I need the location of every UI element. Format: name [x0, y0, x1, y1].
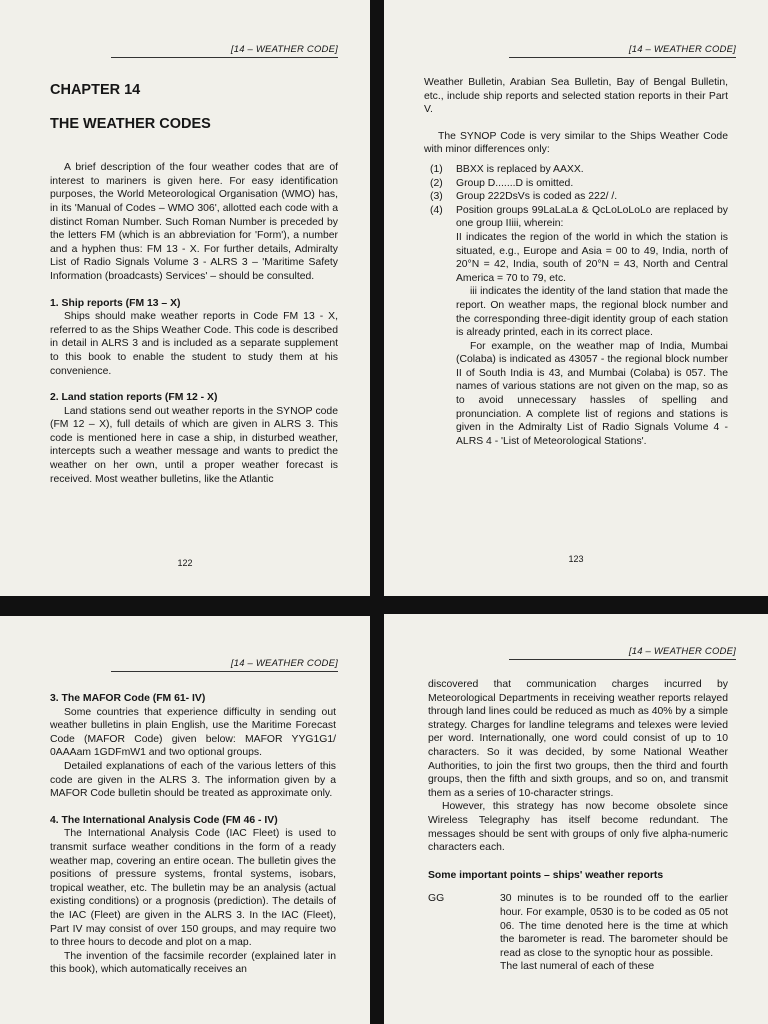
page-122-body	[50, 84, 338, 486]
page-124	[0, 616, 370, 1024]
continued-paragraph: Weather Bulletin, Arabian Sea Bulletin, Bay of Bengal Bulletin, etc., include ship reports and selected station reports in their Part V.	[424, 77, 728, 116]
subheading-important-points: Some important points – ships' weather reports	[428, 869, 664, 881]
running-header: [14 – WEATHER CODE]	[628, 646, 736, 657]
intro-paragraph: A brief description of the four weather codes that are of interest to mariners is given here. For easy identification purposes, the World Meteorological Organisation (WMO) has, in its 'Manual of Codes – WMO 306', allotted each code with a distinct Roman Number. Such Roman Number is preceded by the letters FM (which is an abbreviation for 'Form'), a number and a hyphen thus: FM 13 - X. For further details, Admiralty List of Radio Signals Volume 3 - ALRS 3 – 'Maritime Safety Information (broadcasts) Services' – should be consulted.	[50, 162, 338, 282]
page-125	[384, 614, 768, 1024]
facsimile-paragraph: The invention of the facsimile recorder (explained later in this book), which automatically receives an	[50, 950, 336, 976]
list-item: (4) Position groups 99LaLaLa & QcLoLoLoLo are replaced by one group IIiii, wherein:	[430, 204, 728, 230]
section-heading-ship-reports: 1. Ship reports (FM 13 – X)	[50, 297, 181, 309]
definition-text: 30 minutes is to be rounded off to the earlier hour. For example, 0530 is to be coded as 05 not 06. The time denoted here is the time at which the barometer is read. The barometer should be read as close to the synoptic hour as possible.	[500, 893, 728, 959]
definition-row-gg	[428, 892, 728, 960]
page-124-body	[50, 692, 336, 977]
running-header: [14 – WEATHER CODE]	[628, 44, 736, 55]
mafor-paragraph-2: Detailed explanations of each of the various letters of this code are given in the ALRS 3. The information given by a MAFOR Code bulletin should be treated as approximate only.	[50, 760, 336, 800]
mafor-paragraph: Some countries that experience difficulty in sending out weather bulletins in plain English, use the Maritime Forecast Code (MAFOR Code) given below: MAFOR YYG1G1/ 0AAAam 1GDFmW1 and two optional groups.	[50, 706, 336, 759]
synop-paragraph: The SYNOP Code is very similar to the Ships Weather Code with minor differences only:	[424, 130, 728, 156]
page-123	[384, 0, 768, 596]
chapter-title: THE WEATHER CODES	[50, 115, 211, 132]
definition-text: The last numeral of each of these	[500, 961, 655, 973]
list-item: (1) BBXX is replaced by AAXX.	[430, 163, 584, 175]
page-number: 123	[568, 554, 584, 564]
list-item: (2) Group D.......D is omitted.	[430, 177, 574, 189]
page-122	[0, 0, 370, 596]
continued-paragraph: discovered that communication charges incurred by Meteorological Departments in receiving weather reports relayed through land lines could be reduced as much as 40% by a simple strategy. Charges for landline telegrams and telexes were levied per word. Internationally, one word could consist of up to 10 characters. So it was decided, by some National Weather Authorities, to join the first two groups, then the third and fourth groups, then the fifth and sixth groups, and so on, and transmit them as a series of 10-character strings.	[428, 679, 728, 799]
running-header: [14 – WEATHER CODE]	[230, 658, 338, 669]
section-heading-mafor: 3. The MAFOR Code (FM 61- IV)	[50, 693, 206, 704]
identity-explanation: iii indicates the identity of the land station that made the report. On weather maps, the regional block number and the corresponding three-digit identity group of each station is already printed, each in its correct place.	[456, 286, 728, 339]
running-header: [14 – WEATHER CODE]	[230, 44, 338, 55]
definition-row-next	[428, 960, 728, 974]
definition-term: GG	[428, 893, 445, 905]
example-paragraph: For example, on the weather map of India, Mumbai (Colaba) is indicated as 43057 - the regional block number II of South India is 43, and Mumbai (Colaba) is 057. The names of various stations are not given on the map, so as to avoid unnecessary hassles of spelling and pronunciation. A complete list of regions and stations is given in the Admiralty List of Radio Signals Volume 4 - ALRS 4 - 'List of Meteorological Stations'.	[456, 340, 728, 447]
page-123-body	[424, 76, 728, 448]
section-heading-iac: 4. The International Analysis Code (FM 46 - IV)	[50, 814, 278, 826]
chapter-label: CHAPTER 14	[50, 82, 141, 98]
obsolete-paragraph: However, this strategy has now become obsolete since Wireless Telegraphy has itself become redundant. The messages should be sent with groups of only five alpha-numeric characters each.	[428, 801, 728, 854]
region-explanation: II indicates the region of the world in which the station is situated, e.g., Europe and Asia = 00 to 49, India, north of 20°N = 42, India, south of 20°N = 43, North and Central America = 70 to 79, etc.	[456, 231, 728, 284]
land-station-paragraph: Land stations send out weather reports in the SYNOP code (FM 12 – X), full details of which are given in ALRS 3. This code is mentioned here in case a ship, in disturbed weather, intercepts such a weather message and wants to predict the weather on her own, until a proper weather forecast is received. Most weather bulletins, like the Atlantic	[50, 405, 338, 485]
section-heading-land-station-reports: 2. Land station reports (FM 12 - X)	[50, 392, 218, 404]
list-item: (3) Group 222DsVs is coded as 222/ /.	[430, 191, 618, 203]
page-number: 122	[177, 558, 193, 568]
page-125-body	[428, 678, 728, 974]
ship-reports-paragraph: Ships should make weather reports in Code FM 13 - X, referred to as the Ships Weather Code. This code is described in detail in ALRS 3 and is included as a separate supplement to this book to enable the student to study them at his convenience.	[50, 311, 338, 377]
synop-differences-list	[424, 163, 728, 231]
iac-paragraph: The International Analysis Code (IAC Fleet) is used to transmit surface weather conditions in the form of a ready weather map, covering an entire ocean. The bulletin gives the positions of pressure systems, frontal systems, isobars, tropical weather, etc. The bulletin may be an analysis (actual existing conditions) or a prognosis (prediction). The details of the IAC (Fleet) are given in the ALRS 3. In the IAC (Fleet), Part IV may consist of over 150 groups, and may require two to three hours to decode and plot on a map.	[50, 828, 336, 949]
